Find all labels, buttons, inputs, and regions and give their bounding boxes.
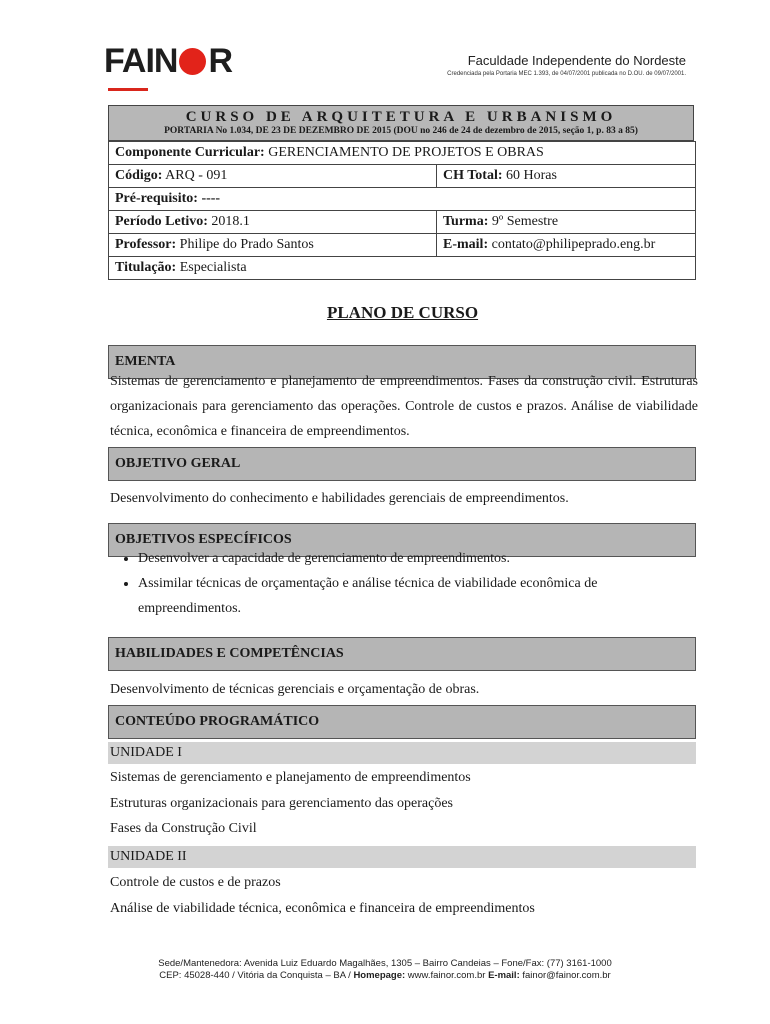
info-row — [109, 165, 696, 188]
footer-contact — [0, 970, 770, 981]
logo-text-left: FAIN — [104, 41, 178, 80]
codigo-label: Código: — [115, 168, 163, 183]
unidade-1-item: Sistemas de gerenciamento e planejamento de empreendimentos — [110, 770, 471, 785]
turma-value: 9º Semestre — [488, 214, 559, 229]
componente-label: Componente Curricular: — [115, 145, 265, 160]
institution-name: Faculdade Independente do Nordeste — [467, 53, 686, 68]
unidade-1-item: Estruturas organizacionais para gerenciamento das operações — [110, 796, 453, 811]
section-objetivos-especificos-header: OBJETIVOS ESPECÍFICOS — [108, 523, 696, 557]
fainor-logo — [104, 41, 233, 80]
ch-label: CH Total: — [443, 168, 503, 183]
course-header-box — [108, 105, 694, 141]
ch-value: 60 Horas — [502, 168, 557, 183]
professor-value: Philipe do Prado Santos — [176, 237, 314, 252]
email-cell — [437, 234, 696, 257]
titulacao-value: Especialista — [176, 260, 247, 275]
section-habilidades-header: HABILIDADES E COMPETÊNCIAS — [108, 637, 696, 671]
titulacao-cell — [109, 257, 696, 280]
footer-address: Sede/Mantenedora: Avenida Luiz Eduardo Magalhães, 1305 – Bairro Candeias – Fone/Fax: (77) 3161-1000 — [158, 958, 612, 969]
habilidades-text: Desenvolvimento de técnicas gerenciais e orçamentação de obras. — [110, 682, 480, 697]
info-row — [109, 188, 696, 211]
titulacao-label: Titulação: — [115, 260, 177, 275]
section-conteudo-header: CONTEÚDO PROGRAMÁTICO — [108, 705, 696, 739]
unidade-2-item: Análise de viabilidade técnica, econômica e financeira de empreendimentos — [110, 901, 535, 916]
componente-value: GERENCIAMENTO DE PROJETOS E OBRAS — [264, 145, 544, 160]
professor-label: Professor: — [115, 237, 177, 252]
email-value: contato@philipeprado.eng.br — [488, 237, 656, 252]
turma-cell — [437, 211, 696, 234]
course-title: CURSO DE ARQUITETURA E URBANISMO — [185, 109, 617, 125]
logo-red-dot-icon — [179, 48, 206, 75]
footer-homepage-label: Homepage: — [353, 970, 406, 981]
course-info-table — [108, 141, 696, 280]
unidade-2-item: Controle de custos e de prazos — [110, 875, 281, 890]
plan-title: PLANO DE CURSO — [326, 303, 479, 322]
footer-cep: CEP: 45028-440 / Vitória da Conquista – BA / — [159, 970, 354, 981]
ementa-text: Sistemas de gerenciamento e planejamento de empreendimentos. Fases da construção civil. Estruturas organizacionais para gerenciamento das operações. Controle de custos e prazos. Análise de viabilidade técnica, econômica e financeira de empreendimentos. — [110, 374, 698, 439]
footer-email: fainor@fainor.com.br — [519, 970, 611, 981]
periodo-cell — [109, 211, 437, 234]
unidade-1-header: UNIDADE I — [108, 742, 696, 764]
objetivos-especificos-list — [118, 546, 696, 621]
info-row — [109, 142, 696, 165]
footer-email-label: E-mail: — [488, 970, 520, 981]
periodo-value: 2018.1 — [207, 214, 250, 229]
prereq-cell — [109, 188, 696, 211]
unidade-1-item: Fases da Construção Civil — [110, 821, 257, 836]
info-row — [109, 234, 696, 257]
info-row — [109, 257, 696, 280]
info-row — [109, 211, 696, 234]
email-label: E-mail: — [443, 237, 489, 252]
periodo-label: Período Letivo: — [115, 214, 208, 229]
header-accent-line — [108, 88, 148, 91]
accreditation-note: Credenciada pela Portaria MEC 1.393, de 04/07/2001 publicada no D.OU. de 09/07/2001. — [447, 71, 686, 77]
section-ementa-header: EMENTA — [108, 345, 696, 379]
unidade-2-header: UNIDADE II — [108, 846, 696, 868]
professor-cell — [109, 234, 437, 257]
section-objetivo-geral-header: OBJETIVO GERAL — [108, 447, 696, 481]
list-item: • Assimilar técnicas de orçamentação e análise técnica de viabilidade econômica de empreendimentos. — [138, 571, 696, 621]
list-item: • Desenvolver a capacidade de gerenciamento de empreendimentos. — [138, 546, 696, 571]
turma-label: Turma: — [443, 214, 489, 229]
ch-cell — [437, 165, 696, 188]
codigo-value: ARQ - 091 — [162, 168, 228, 183]
objetivo-geral-text: Desenvolvimento do conhecimento e habilidades gerenciais de empreendimentos. — [110, 491, 569, 506]
codigo-cell — [109, 165, 437, 188]
componente-cell — [109, 142, 696, 165]
footer-homepage: www.fainor.com.br — [405, 970, 489, 981]
prereq-label: Pré-requisito: ---- — [115, 191, 221, 206]
logo-text-right: R — [208, 41, 233, 80]
course-portaria: PORTARIA No 1.034, DE 23 DE DEZEMBRO DE 2015 (DOU no 246 de 24 de dezembro de 2015, seção 1, p. 83 a 85) — [164, 126, 638, 136]
